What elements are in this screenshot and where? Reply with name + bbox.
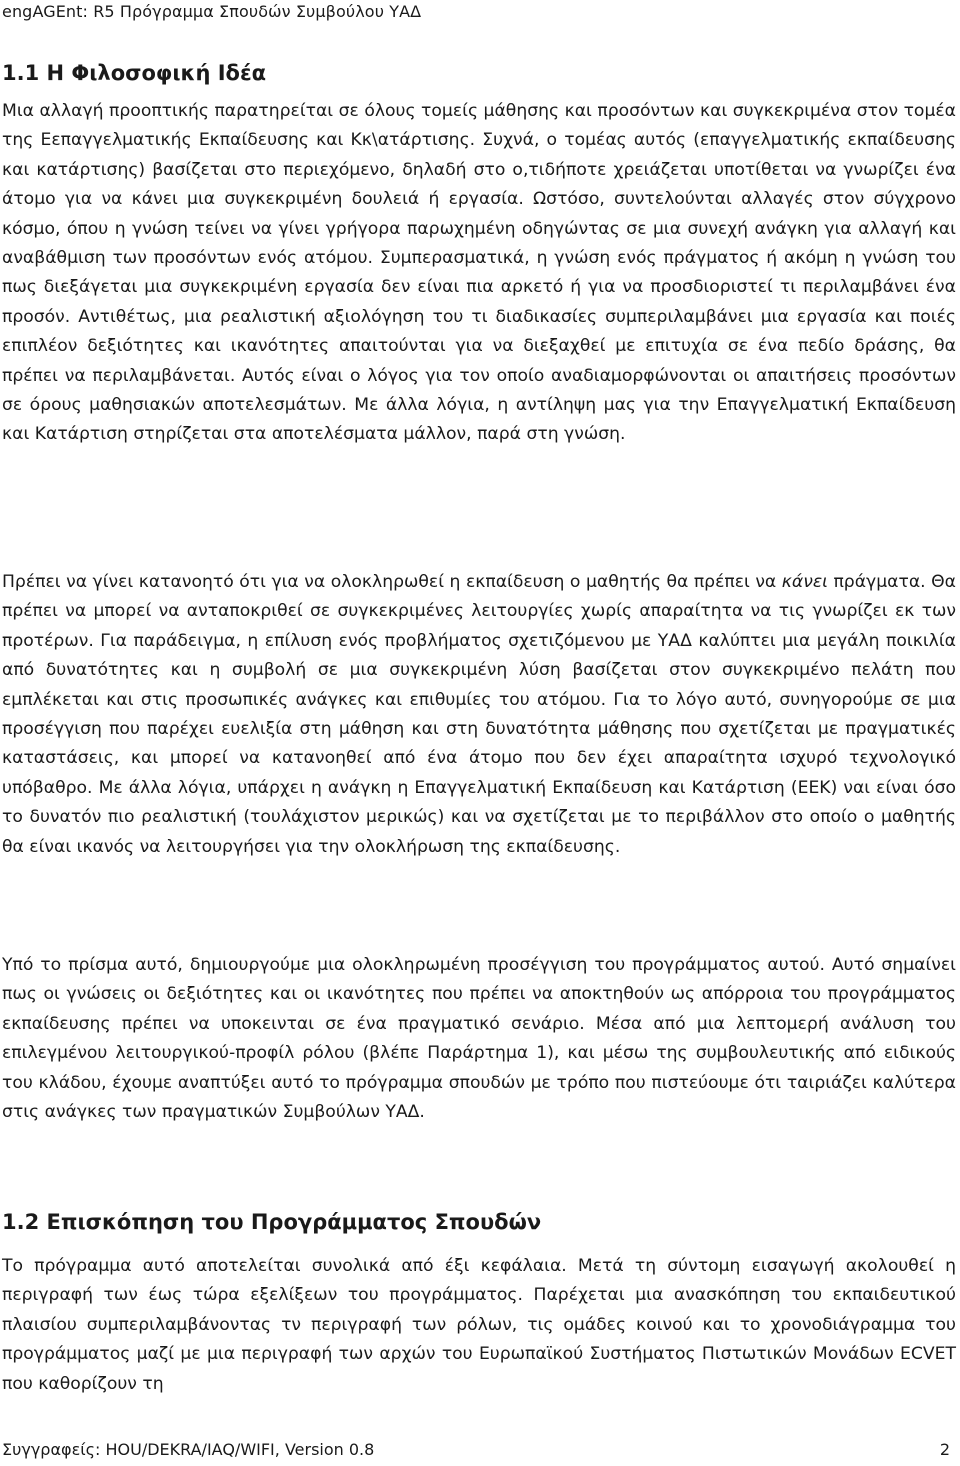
paragraph-overview-1: Το πρόγραμμα αυτό αποτελείται συνολικά από έξι κεφάλαια. Μετά τη σύντομη εισαγωγή ακολουθεί η περιγραφή των έως τώρα εξελίξεων του προγράμματος. Παρέχεται μια ανασκόπηση του εκπαιδευτικού πλαισίου συμπεριλαμβάνοντας τν περιγραφή των ρόλων, τις ομάδες κοινού και το χρονοδιάγραμμα του προγράμματος μαζί με μια περιγραφή των αρχών του Ευρωπαϊκού Συστήματος Πιστωτικών Μονάδων ECVET που καθορίζουν τη <box>2 1256 956 1394</box>
paragraph-philosophy-1: Μια αλλαγή προοπτικής παρατηρείται σε όλους τομείς μάθησης και προσόντων και συγκεκριμένα στον τομέα της Εεπαγγελματικής Εκπαίδευσης και Κκ\ατάρτισης. Συχνά, ο τομέας αυτός (επαγγελματικής εκπαίδευσης και κατάρτισης) βασίζεται στο περιεχόμενο, δηλαδή στο ο,τιδήποτε χρειάζεται υποτίθεται να γνωρίζει ένα άτομο για να κάνει μια συγκεκριμένη δουλειά ή εργασία. Ωστόσο, συντελούνται αλλαγές στον σύγχρονο κόσμο, όπου η γνώση τείνει να γίνει γρήγορα παρωχημένη οδηγώντας σε μια συνεχή ανάγκη για αλλαγή και αναβάθμιση των προσόντων ενός ατόμου. Συμπερασματικά, η γνώση ενός πράγματος ή ακόμη η γνώση του πως διεξάγεται μια συγκεκριμένη εργασία δεν είναι πια αρκετό ή για να προσδιοριστεί τι περιλαμβάνει ένα προσόν. Αντιθέτως, μια ρεαλιστική αξιολόγηση του τι διαδικασίες συμπεριλαμβάνει μια εργασία και ποιές επιπλέον δεξιότητες και ικανότητες απαιτούνται για να διεξαχθεί με επιτυχία σε ένα πεδίο δράσης, θα πρέπει να περιλαμβάνεται. Αυτός είναι ο λόγος για τον οποίο αναδιαμορφώνονται οι απαιτήσεις προσόντων σε όρους μαθησιακών αποτελεσμάτων. Με άλλα λόγια, η αντίληψη μας για την Επαγγελματική Εκπαίδευση και Κατάρτιση στηρίζεται στα αποτελέσματα μάλλον, παρά στη γνώση. <box>2 101 956 445</box>
section-heading-1-2: 1.2 Επισκόπηση του Προγράμματος Σπουδών <box>2 1210 542 1234</box>
italic-emphasis: κάνει <box>781 572 828 592</box>
paragraph-text-start: Πρέπει να γίνει κατανοητό ότι για να ολοκληρωθεί η εκπαίδευση ο μαθητής θα πρέπει να <box>2 572 782 592</box>
footer-page-number: 2 <box>939 1440 950 1459</box>
paragraph-text-end: πράγματα. Θα πρέπει να μπορεί να ανταποκριθεί σε συγκεκριμένες λειτουργίες χωρίς απαραίτητα να τις γνωρίζει εκ των προτέρων. Για παράδειγμα, η επίλυση ενός προβλήματος σχετιζόμενου με ΥΑΔ καλύπτει μια μεγάλη ποικιλία από δυνατότητες και η συμβολή σε μια συγκεκριμένη λύση βασίζεται στον συγκεκριμένο πελάτη που εμπλέκεται και στις προσωπικές ανάγκες και επιθυμίες του ατόμου. Για το λόγο αυτό, συνηγορούμε σε μια προσέγγιση που παρέχει ευελιξία στη μάθηση και στη δυνατότητα μάθησης που σχετίζεται με πραγματικές καταστάσεις, και μπορεί να κατανοηθεί από ένα άτομο που δεν έχει απαραίτητα ισχυρό τεχνολογικό υπόβαθρο. Με άλλα λόγια, υπάρχει η ανάγκη η Επαγγελματική Εκπαίδευση και Κατάρτιση (ΕΕΚ) ναι είναι όσο το δυνατόν πιο ρεαλιστική (τουλάχιστον μερικώς) και να σχετίζεται με το περιβάλλον στο οποίο ο μαθητής θα είναι ικανός να λειτουργήσει για την ολοκλήρωση της εκπαίδευσης. <box>2 572 956 857</box>
paragraph-philosophy-3: Υπό το πρίσμα αυτό, δημιουργούμε μια ολοκληρωμένη προσέγγιση του προγράμματος αυτού. Αυτό σημαίνει πως οι γνώσεις οι δεξιότητες και οι ικανότητες που πρέπει να αποκτηθούν ως απόρροια του προγράμματος εκπαίδευσης πρέπει να υποκεινται σε ένα πραγματικό σενάριο. Μέσα από μια λεπτομερή ανάλυση του επιλεγμένου λειτουργικού-προφίλ ρόλου (βλέπε Παράρτημα 1), και μέσω της συμβουλευτικής από ειδικούς του κλάδου, έχουμε αναπτύξει αυτό το πρόγραμμα σπουδών με τρόπο που πιστεύουμε ότι ταιριάζει καλύτερα στις ανάγκες των πραγματικών Συμβούλων ΥΑΔ. <box>2 955 956 1123</box>
paragraph-philosophy-2 <box>2 568 956 862</box>
section-heading-1-1: 1.1 Η Φιλοσοφική Ιδέα <box>2 61 267 85</box>
running-header: engAGEnt: R5 Πρόγραμμα Σπουδών Συμβούλου ΥΑΔ <box>2 2 422 21</box>
footer-authors: Συγγραφείς: HOU/DEKRA/IAQ/WIFI, Version 0.8 <box>2 1440 375 1459</box>
